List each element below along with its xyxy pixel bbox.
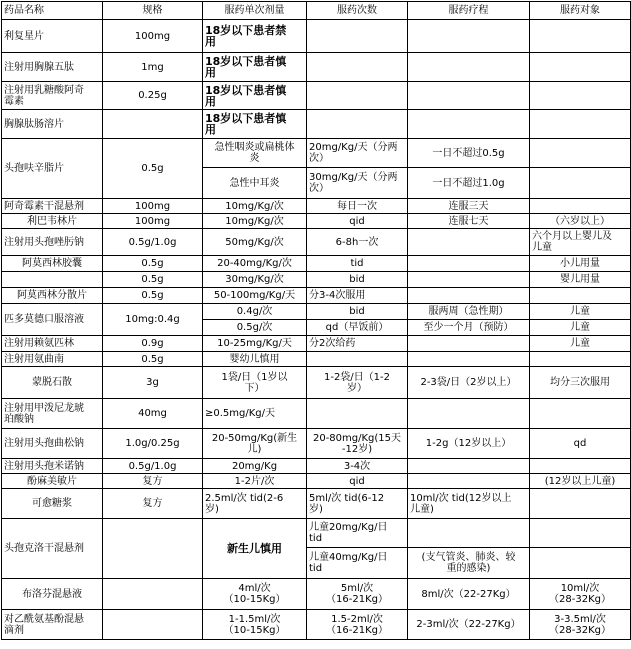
target-cell — [530, 352, 631, 367]
times-cell: 5ml/次 （16-21Kg） — [307, 579, 408, 610]
spec-cell — [103, 519, 203, 579]
table-row — [2, 399, 631, 429]
dose-cell: 2.5ml/次 tid(2-6 岁) — [203, 489, 307, 519]
drug-name-cell: 胸腺肽肠溶片 — [2, 110, 103, 139]
course-cell — [408, 82, 530, 110]
drug-name-cell: 可愈糖浆 — [2, 489, 103, 519]
spec-cell: 1.0g/0.25g — [103, 429, 203, 459]
dose-cell: 1-2片/次 — [203, 474, 307, 489]
course-cell — [408, 288, 530, 304]
course-cell — [408, 459, 530, 474]
dose-cell: 急性咽炎或扁桃体 炎 — [203, 139, 307, 168]
course-cell: 连服三天 — [408, 199, 530, 214]
times-cell — [307, 399, 408, 429]
drug-name-cell: 注射用头孢米诺钠 — [2, 459, 103, 474]
drug-name-cell: 布洛芬混悬液 — [2, 579, 103, 610]
spec-cell: 0.9g — [103, 336, 203, 352]
dose-cell: 1-1.5ml/次 （10-15Kg） — [203, 610, 307, 640]
drug-name-cell: 注射用胸腺五肽 — [2, 53, 103, 82]
target-cell — [530, 168, 631, 199]
course-cell: 2-3ml/次（22-27Kg） — [408, 610, 530, 640]
dose-cell: 50-100mg/Kg/天 — [203, 288, 307, 304]
drug-name-cell: 阿奇霉素干混悬剂 — [2, 199, 103, 214]
times-cell: 分2次给药 — [307, 336, 408, 352]
header-single-dose: 服药单次剂量 — [203, 2, 307, 20]
spec-cell: 复方 — [103, 474, 203, 489]
table-row — [2, 336, 631, 352]
dose-cell: 20-50mg/Kg(新生 儿) — [203, 429, 307, 459]
table-row — [2, 489, 631, 519]
target-cell — [530, 53, 631, 82]
target-cell — [530, 489, 631, 519]
spec-cell — [103, 579, 203, 610]
target-cell: 均分三次服用 — [530, 367, 631, 399]
times-cell — [307, 20, 408, 53]
target-cell: 儿童 — [530, 320, 631, 336]
target-cell — [530, 519, 631, 548]
course-cell — [408, 474, 530, 489]
course-cell: 2-3袋/日（2岁以上） — [408, 367, 530, 399]
table-row — [2, 229, 631, 256]
table-row — [2, 367, 631, 399]
table-row — [2, 214, 631, 229]
times-cell: qid — [307, 214, 408, 229]
spec-cell — [103, 610, 203, 640]
table-row — [2, 199, 631, 214]
target-cell — [530, 399, 631, 429]
spec-cell: 0.25g — [103, 82, 203, 110]
target-cell — [530, 82, 631, 110]
course-cell — [408, 256, 530, 272]
target-cell — [530, 288, 631, 304]
dose-cell: 18岁以下患者慎 用 — [203, 82, 307, 110]
times-cell — [307, 352, 408, 367]
spec-cell: 100mg — [103, 199, 203, 214]
target-cell — [530, 199, 631, 214]
spec-cell: 100mg — [103, 20, 203, 53]
dose-cell: 0.4g/次 — [203, 304, 307, 320]
drug-name-cell: 注射用头孢曲松钠 — [2, 429, 103, 459]
course-cell — [408, 110, 530, 139]
table-row — [2, 610, 631, 640]
dose-cell: 10mg/Kg/次 — [203, 199, 307, 214]
drug-name-cell: 注射用头孢唑肟钠 — [2, 229, 103, 256]
times-cell: 儿童20mg/Kg/日 tid — [307, 519, 408, 548]
drug-name-cell: 注射用甲泼尼龙琥 珀酸钠 — [2, 399, 103, 429]
drug-name-cell: 利巴韦林片 — [2, 214, 103, 229]
dose-cell: 20mg/Kg — [203, 459, 307, 474]
header-times: 服药次数 — [307, 2, 408, 20]
times-cell: 6-8h一次 — [307, 229, 408, 256]
header-spec: 规格 — [103, 2, 203, 20]
dose-cell: 新生儿慎用 — [203, 519, 307, 579]
times-cell: qd（早饭前） — [307, 320, 408, 336]
table-row — [2, 82, 631, 110]
target-cell — [530, 20, 631, 53]
drug-name-cell: 酚麻美敏片 — [2, 474, 103, 489]
table-row — [2, 474, 631, 489]
drug-name-cell: 阿莫西林胶囊 — [2, 256, 103, 272]
dose-cell: ≥0.5mg/Kg/天 — [203, 399, 307, 429]
times-cell: 20mg/Kg/天（分两 次） — [307, 139, 408, 168]
course-cell — [408, 399, 530, 429]
times-cell: 分3-4次服用 — [307, 288, 408, 304]
times-cell — [307, 82, 408, 110]
drug-name-cell: 匹多莫德口服溶液 — [2, 304, 103, 336]
times-cell: 5ml/次 tid(6-12 岁) — [307, 489, 408, 519]
course-cell — [408, 352, 530, 367]
drug-name-cell: 注射用乳糖酸阿奇 霉素 — [2, 82, 103, 110]
drug-name-cell: 阿莫西林分散片 — [2, 288, 103, 304]
spec-cell: 复方 — [103, 489, 203, 519]
dose-cell: 0.5g/次 — [203, 320, 307, 336]
target-cell: 10ml/次 （28-32Kg） — [530, 579, 631, 610]
course-cell: 至少一个月（预防） — [408, 320, 530, 336]
target-cell: (12岁以上儿童) — [530, 474, 631, 489]
times-cell: 3-4次 — [307, 459, 408, 474]
course-cell — [408, 336, 530, 352]
times-cell: qid — [307, 474, 408, 489]
course-cell — [408, 20, 530, 53]
times-cell: bid — [307, 272, 408, 288]
spec-cell: 10mg:0.4g — [103, 304, 203, 336]
drug-name-cell: 注射用氨曲南 — [2, 352, 103, 367]
header-course: 服药疗程 — [408, 2, 530, 20]
times-cell: 1.5-2ml/次 （16-21Kg） — [307, 610, 408, 640]
table-row — [2, 53, 631, 82]
dose-cell: 18岁以下患者慎 用 — [203, 110, 307, 139]
table-row — [2, 256, 631, 272]
spec-cell: 0.5g — [103, 139, 203, 199]
course-cell: 连服七天 — [408, 214, 530, 229]
drug-name-cell: 利复星片 — [2, 20, 103, 53]
times-cell — [307, 110, 408, 139]
drug-dosage-table — [1, 1, 631, 640]
course-cell: 10ml/次 tid(12岁以上 儿童) — [408, 489, 530, 519]
course-cell — [408, 53, 530, 82]
dose-cell: 50mg/Kg/次 — [203, 229, 307, 256]
drug-name-cell: 头孢克洛干混悬剂 — [2, 519, 103, 579]
drug-name-cell: 对乙酰氨基酚混悬 滴剂 — [2, 610, 103, 640]
times-cell: 1-2袋/日（1-2 岁） — [307, 367, 408, 399]
target-cell: （六岁以上） — [530, 214, 631, 229]
header-row — [2, 2, 631, 20]
table-row — [2, 429, 631, 459]
table-row — [2, 20, 631, 53]
times-cell — [307, 53, 408, 82]
table-row — [2, 288, 631, 304]
table-row — [2, 519, 631, 548]
header-drug-name: 药品名称 — [2, 2, 103, 20]
dose-cell: 急性中耳炎 — [203, 168, 307, 199]
dose-cell: 20-40mg/Kg/次 — [203, 256, 307, 272]
target-cell: 六个月以上婴儿及 儿童 — [530, 229, 631, 256]
course-cell — [408, 272, 530, 288]
target-cell: 儿童 — [530, 336, 631, 352]
dose-cell: 18岁以下患者禁 用 — [203, 20, 307, 53]
spec-cell — [103, 110, 203, 139]
course-cell: 8ml/次（22-27Kg） — [408, 579, 530, 610]
dose-cell: 10mg/Kg/次 — [203, 214, 307, 229]
course-cell — [408, 229, 530, 256]
target-cell: 小儿用量 — [530, 256, 631, 272]
course-cell: (支气管炎、肺炎、较 重的感染) — [408, 548, 530, 579]
dose-cell: 4ml/次 （10-15Kg） — [203, 579, 307, 610]
spec-cell: 100mg — [103, 214, 203, 229]
target-cell: qd — [530, 429, 631, 459]
target-cell — [530, 110, 631, 139]
target-cell — [530, 139, 631, 168]
spec-cell: 0.5g — [103, 256, 203, 272]
dose-cell: 10-25mg/Kg/天 — [203, 336, 307, 352]
table-row — [2, 110, 631, 139]
spec-cell: 0.5g — [103, 272, 203, 288]
course-cell: 服两周（急性期） — [408, 304, 530, 320]
table-row — [2, 459, 631, 474]
drug-name-cell: 注射用赖氨匹林 — [2, 336, 103, 352]
course-cell — [408, 519, 530, 548]
times-cell: 儿童40mg/Kg/日 tid — [307, 548, 408, 579]
times-cell: 每日一次 — [307, 199, 408, 214]
table-row — [2, 352, 631, 367]
spec-cell: 1mg — [103, 53, 203, 82]
target-cell: 3-3.5ml/次 （28-32Kg） — [530, 610, 631, 640]
spec-cell: 40mg — [103, 399, 203, 429]
table-row — [2, 579, 631, 610]
target-cell — [530, 459, 631, 474]
table-row — [2, 304, 631, 320]
target-cell: 儿童 — [530, 304, 631, 320]
target-cell: 婴儿用量 — [530, 272, 631, 288]
spec-cell: 0.5g — [103, 352, 203, 367]
times-cell: bid — [307, 304, 408, 320]
table-row — [2, 139, 631, 168]
drug-name-cell — [2, 272, 103, 288]
drug-name-cell: 头孢呋辛脂片 — [2, 139, 103, 199]
spec-cell: 0.5g — [103, 288, 203, 304]
dose-cell: 18岁以下患者慎 用 — [203, 53, 307, 82]
table-row — [2, 272, 631, 288]
times-cell: 20-80mg/Kg(15天 -12岁) — [307, 429, 408, 459]
dose-cell: 30mg/Kg/次 — [203, 272, 307, 288]
dose-cell: 婴幼儿慎用 — [203, 352, 307, 367]
course-cell: 一日不超过1.0g — [408, 168, 530, 199]
course-cell: 一日不超过0.5g — [408, 139, 530, 168]
times-cell: 30mg/Kg/天（分两 次） — [307, 168, 408, 199]
spec-cell: 3g — [103, 367, 203, 399]
course-cell: 1-2g（12岁以上） — [408, 429, 530, 459]
spec-cell: 0.5g/1.0g — [103, 459, 203, 474]
target-cell — [530, 548, 631, 579]
dose-cell: 1袋/日（1岁以 下） — [203, 367, 307, 399]
drug-name-cell: 蒙脱石散 — [2, 367, 103, 399]
header-target: 服药对象 — [530, 2, 631, 20]
spec-cell: 0.5g/1.0g — [103, 229, 203, 256]
times-cell: tid — [307, 256, 408, 272]
